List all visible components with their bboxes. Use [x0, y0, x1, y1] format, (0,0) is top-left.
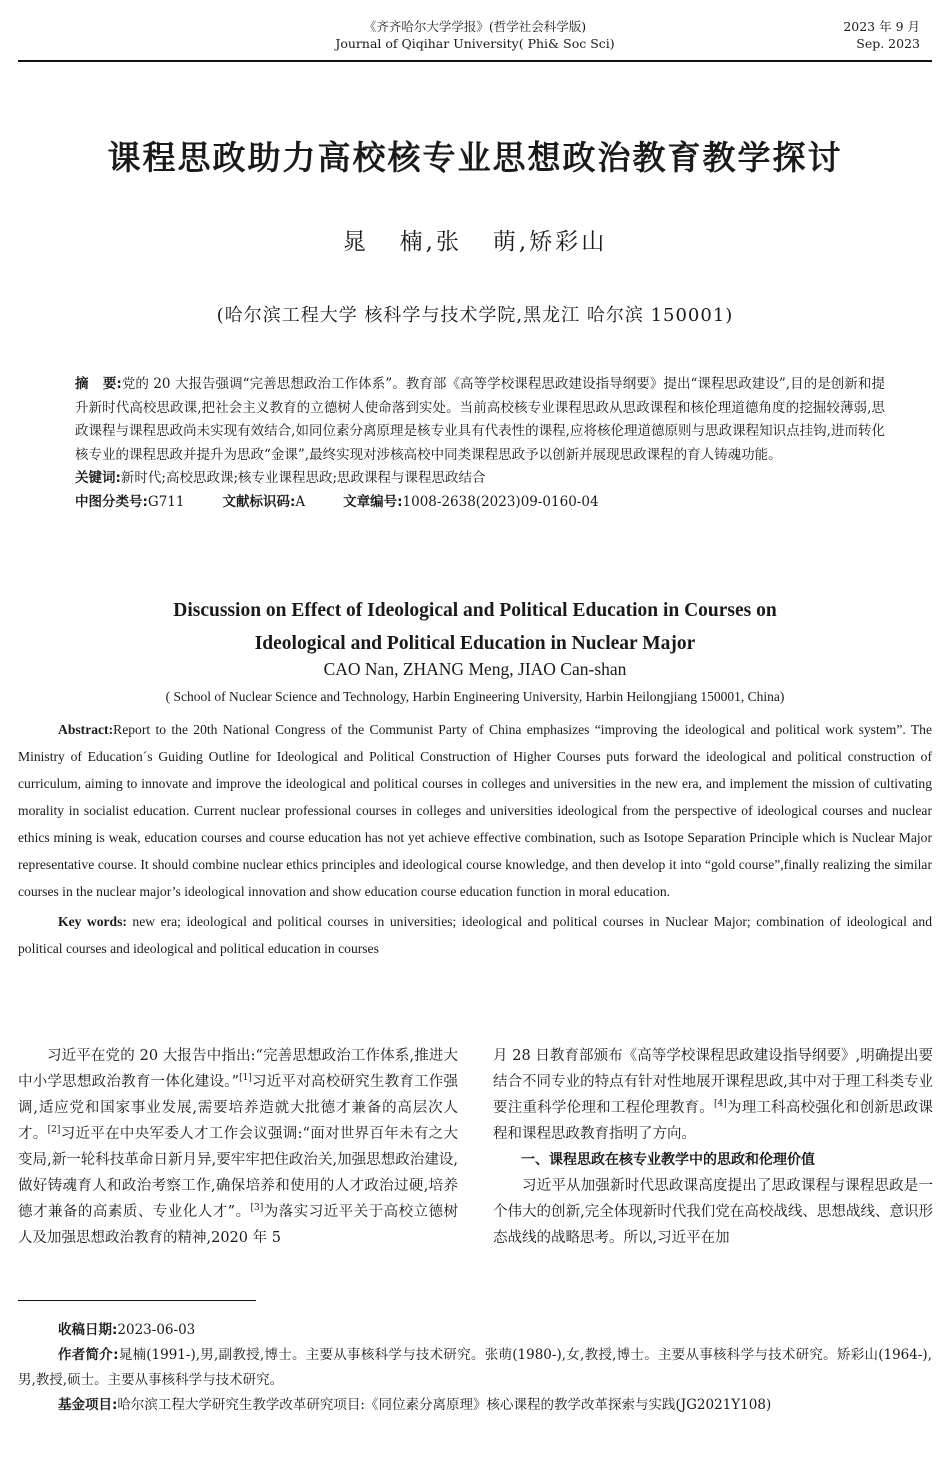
footnote-rule [18, 1300, 256, 1301]
body-text: 为落实习近平关于高校立德树人及加强思想政治教育的精神,2020 年 5 [18, 1204, 458, 1246]
body-column-right [493, 1043, 933, 1251]
affiliation: (哈尔滨工程大学 核科学与技术学院,黑龙江 哈尔滨 150001) [216, 305, 734, 326]
body-paragraph [18, 1043, 458, 1251]
english-title [18, 594, 932, 660]
english-title-line-2: Ideological and Political Education in Nuclear Major [254, 633, 696, 654]
body-paragraph: 习近平从加强新时代思政课高度提出了思政课程与课程思政是一个伟大的创新,完全体现新时代我们党在高校战线、思想战线、意识形态战线的战略思考。所以,习近平在加 [493, 1178, 933, 1246]
english-affiliation: ( School of Nuclear Science and Technology, Harbin Engineering University, Harbin Heilongjiang 150001, China) [165, 689, 785, 704]
footnotes [18, 1318, 932, 1418]
body-paragraph [493, 1043, 933, 1147]
citation-2: [2] [47, 1125, 61, 1136]
abstract-cn-text: 党的 20 大报告强调“完善思想政治工作体系”。教育部《高等学校课程思政建设指导纲要》提出“课程思政建设”,目的是创新和提升新时代高校思政课,把社会主义教育的立德树人使命落到实处。当前高校核专业课程思政从思政课程和核伦理道德角度的挖掘较薄弱,思政课程与课程思政尚未实现有效结合,如同位素分离原理是核专业具有代表性的课程,应将核伦理道德原则与思政课程知识点挂钩,进而转化核专业的课程思政并提升为思政“金课”,最终实现对涉核高校中同类课程思政予以创新并展现思政课程的育人铸魂功能。 [75, 376, 885, 463]
received-date [18, 1318, 932, 1343]
body-text: 习近平在中央军委人才工作会议强调:“面对世界百年未有之大变局,新一轮科技革命日新月异,要牢牢把住政治关,加强思想政治建设,做好铸魂育人和政治考察工作,确保培养和使用的人才政治过硬,培养德才兼备的高素质、专业化人才”。 [18, 1126, 459, 1220]
funding [18, 1393, 932, 1418]
chinese-abstract-block [75, 373, 885, 515]
keywords-en [18, 908, 932, 962]
journal-name-cn: 《齐齐哈尔大学学报》(哲学社会科学版) [363, 19, 587, 34]
issue-date-en: Sep. 2023 [856, 36, 920, 51]
body-text: 习近平在党的 20 大报告中指出:“完善思想政治工作体系,推进大中小学思想政治教育一体化建设。” [18, 1048, 458, 1090]
received-date-value: 2023-06-03 [117, 1322, 196, 1338]
citation-3: [3] [250, 1203, 264, 1214]
article-number-label: 文章编号: [343, 493, 403, 510]
abstract-en-text: Report to the 20th National Congress of the Communist Party of China emphasizes “improving the ideological and political work system”. The Ministry of Education´s Guiding Outline for Ideological and Political Construction of Higher Courses puts forward the ideological and political construction of curriculum, aiming to innovate and improve the ideological and political courses in colleges and universities in the new era, and implement the mission of cultivating morality in socialist education. Current nuclear professional courses in colleges and universities ideological from the perspective of ideological courses and nuclear ethics mining is weak, education courses and course education has not yet achieve effective combination, such as Isotope Separation Principle which is Nuclear Major representative course. It should combine nuclear ethics principles and ideological course knowledge, and then develop it into “gold course”,finally realizing the similar courses in the nuclear major’s ideological innovation and show education course education function in moral education. [18, 722, 932, 899]
header-rule [18, 60, 932, 62]
keywords-cn-text: 新时代;高校思政课;核专业课程思政;思政课程与课程思政结合 [120, 470, 486, 487]
abstract-cn [75, 373, 885, 467]
doc-code-value: A [295, 493, 306, 510]
issue-date-cn: 2023 年 9 月 [843, 19, 920, 34]
journal-name-en: Journal of Qiqihar University( Phi& Soc Sci) [335, 36, 615, 51]
author-list: 晁 楠,张 萌,矫彩山 [342, 229, 608, 255]
english-title-line-1: Discussion on Effect of Ideological and Political Education in Courses on [173, 600, 777, 621]
article-number-value: 1008-2638(2023)09-0160-04 [402, 493, 599, 510]
classification-line [75, 491, 885, 515]
issue-date [800, 18, 920, 52]
body-text: 为理工科高校强化和创新思政课程和课程思政教育指明了方向。 [493, 1100, 934, 1142]
english-abstract-block [18, 716, 932, 965]
funding-label: 基金项目: [58, 1397, 118, 1413]
abstract-cn-label: 摘 要: [75, 376, 122, 392]
abstract-en-label: Abstract: [58, 722, 114, 737]
funding-text: 哈尔滨工程大学研究生教学改革研究项目:《同位素分离原理》核心课程的教学改革探索与实践(JG2021Y108) [117, 1397, 772, 1413]
keywords-cn [75, 467, 885, 491]
body-text: 月 28 日教育部颁布《高等学校课程思政建设指导纲要》,明确提出要结合不同专业的特点有针对性地展开课程思政,其中对于理工科类专业要注重科学伦理和工程伦理教育。 [493, 1048, 933, 1116]
doc-code-label: 文献标识码: [222, 493, 296, 510]
citation-1: [1] [239, 1073, 252, 1084]
body-column-left [18, 1043, 458, 1251]
author-bio-text: 晁楠(1991-),男,副教授,博士。主要从事核科学与技术研究。张萌(1980-),女,教授,博士。主要从事核科学与技术研究。矫彩山(1964-),男,教授,硕士。主要从事核科学与技术研究。 [18, 1347, 932, 1388]
keywords-cn-label: 关键词: [75, 470, 121, 487]
author-bio-label: 作者简介: [58, 1347, 119, 1363]
clc-value: G711 [147, 493, 185, 510]
citation-4: [4] [714, 1099, 727, 1110]
body-text: 习近平对高校研究生教育工作强调,适应党和国家事业发展,需要培养造就大批德才兼备的高层次人才。 [18, 1074, 459, 1142]
running-header [250, 18, 700, 52]
keywords-en-text: new era; ideological and political courses in universities; ideological and political courses in Nuclear Major; combination of ideological and political courses and ideological and political education in courses [18, 914, 932, 956]
keywords-en-label: Key words: [58, 914, 127, 929]
abstract-en [18, 716, 932, 905]
english-authors: CAO Nan, ZHANG Meng, JIAO Can-shan [323, 659, 627, 679]
received-date-label: 收稿日期: [58, 1322, 118, 1338]
paper-title: 课程思政助力高校核专业思想政治教育教学探讨 [107, 138, 843, 177]
section-heading: 一、课程思政在核专业教学中的思政和伦理价值 [521, 1152, 815, 1168]
author-bio [18, 1343, 932, 1393]
clc-label: 中图分类号: [75, 493, 148, 510]
